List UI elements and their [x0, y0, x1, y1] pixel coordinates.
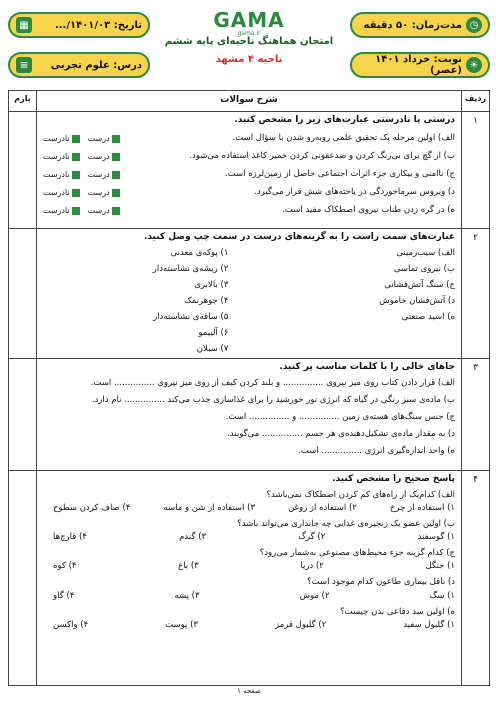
duration-text: مدت‌زمان: ۵۰ دقیقه — [363, 19, 462, 31]
mcq-option[interactable]: ۳) پشه — [174, 590, 200, 601]
mcq-options — [43, 619, 455, 635]
question-row-3 — [9, 359, 489, 471]
fill-blank-item: الف) قرار دادن کتاب روی میز نیروی ............... و بلند کردن کیف از روی میز نیروی ............... است. — [90, 377, 455, 388]
match-right-item: الف) سیب‌زمینی — [396, 247, 455, 258]
header-num: ردیف — [461, 91, 489, 111]
mcq-question: د) ناقل بیماری طاعون کدام موجود است؟ — [307, 577, 455, 588]
question-num: ۴ — [461, 471, 489, 685]
false-label: نادرست — [43, 205, 70, 215]
true-label: درست — [87, 187, 110, 197]
fill-blank-item: ه) واحد اندازه‌گیری انرژی ............... است. — [298, 445, 455, 456]
mcq-options — [43, 531, 455, 547]
match-left-item: ۴) جوهرنمک — [184, 295, 229, 306]
question-num: ۳ — [461, 359, 489, 470]
false-option[interactable] — [43, 133, 80, 145]
match-left-item: ۵) ساقه‌ی نشاسته‌دار — [153, 311, 229, 322]
mcq-option[interactable]: ۴) گاو — [53, 590, 75, 601]
subject-text: درس: علوم تجربی — [50, 59, 142, 71]
mcq-option[interactable]: ۳) گندم — [179, 532, 207, 543]
question-body — [37, 471, 461, 685]
fill-blank-item: د) به مقدار ماده‌ی تشکیل‌دهنده‌ی هر جسم ............... می‌گویند. — [227, 428, 455, 439]
date-text: تاریخ: ۱۴۰۱/۰۳/... — [54, 19, 142, 31]
checkbox-icon[interactable] — [72, 171, 80, 179]
mcq-option[interactable]: ۴) واکسن — [53, 619, 89, 630]
true-option[interactable] — [88, 169, 120, 181]
gama-logo — [184, 8, 314, 37]
table-header — [9, 91, 489, 112]
clock-icon: ◷ — [466, 17, 482, 33]
statement-text: ج) ناامنی و بیکاری جزء اثرات اجتماعی حاصل از زمین‌لرزه است. — [224, 169, 455, 180]
match-left-item: ۲) ریشه‌ی نشاسته‌دار — [152, 263, 229, 274]
mcq-option[interactable]: ۴) قارچ‌ها — [53, 532, 87, 543]
question-row-2 — [9, 229, 489, 359]
mcq-option[interactable]: ۲) گلبول قرمز — [274, 619, 327, 630]
region-title: ناحیه ۴ مشهد — [215, 54, 283, 65]
mcq-question: ب) اولین عضو یک زنجیره‌ی غذایی چه جانداری می‌تواند باشد؟ — [237, 519, 455, 530]
match-right-item: ج) سنگ آتش‌فشانی — [384, 279, 455, 290]
calendar-icon: ▦ — [16, 17, 32, 33]
score-cell — [9, 471, 37, 685]
true-option[interactable] — [88, 205, 120, 217]
mcq-option[interactable]: ۲) دریا — [300, 561, 324, 572]
true-false-options — [43, 205, 120, 217]
match-right-item: ه) اسید صنعتی — [401, 311, 455, 322]
mcq-option[interactable]: ۴) کوه — [53, 561, 77, 572]
statement-line — [43, 148, 455, 166]
mcq-option[interactable]: ۱) جنگل — [425, 561, 455, 572]
score-cell — [9, 359, 37, 470]
logo-subtext: gama.ir — [237, 30, 261, 37]
match-left-item: ۳) بالابری — [194, 279, 229, 290]
checkbox-icon[interactable] — [72, 153, 80, 161]
question-title: عبارت‌های سمت راست را به گزینه‌های درست در سمت چپ وصل کنید. — [143, 231, 455, 242]
true-option[interactable] — [88, 151, 120, 163]
exam-header — [8, 6, 490, 84]
true-option[interactable] — [88, 133, 120, 145]
statement-line — [43, 166, 455, 184]
books-icon: ≡ — [16, 57, 32, 73]
exam-page — [8, 6, 490, 696]
question-title: جاهای خالی را با کلمات مناسب پر کنید. — [279, 361, 455, 372]
question-num: ۱ — [461, 112, 489, 228]
mcq-option[interactable]: ۱) گوسفند — [417, 532, 455, 543]
shift-pill — [350, 52, 490, 78]
checkbox-icon[interactable] — [72, 207, 80, 215]
true-false-options — [43, 169, 120, 181]
mcq-option[interactable]: ۱) سگ — [429, 590, 455, 601]
statement-text: ب) از گچ برای بی‌رنگ کردن و ضدعفونی کردن خمیر کاغذ استفاده می‌شود. — [189, 151, 455, 162]
fill-blank-item: ج) جنس سنگ‌های هسته‌ی زمین ............... و ............... است. — [225, 411, 455, 422]
false-label: نادرست — [43, 169, 70, 179]
statement-text: الف) اولین مرحله یک تحقیق علمی روبه‌رو شدن با سؤال است. — [232, 133, 455, 144]
date-pill — [8, 12, 150, 38]
mcq-options — [43, 502, 455, 518]
true-label: درست — [87, 205, 110, 215]
score-cell — [9, 229, 37, 358]
question-row-4 — [9, 471, 489, 685]
checkbox-icon[interactable] — [112, 153, 120, 161]
true-label: درست — [87, 133, 110, 143]
checkbox-icon[interactable] — [112, 135, 120, 143]
mcq-option[interactable]: ۴) صاف کردن سطوح — [53, 503, 131, 514]
true-label: درست — [87, 151, 110, 161]
logo-text: GAMA — [213, 8, 285, 32]
mcq-question: ه) اولین سد دفاعی بدن چیست؟ — [340, 606, 455, 617]
mcq-option[interactable]: ۱) استفاده از چرخ — [389, 503, 455, 514]
question-num: ۲ — [461, 229, 489, 358]
true-option[interactable] — [88, 187, 120, 199]
mcq-option[interactable]: ۱) گلبول سفید — [403, 619, 455, 630]
header-body: شرح سوالات — [220, 95, 278, 105]
checkbox-icon[interactable] — [72, 189, 80, 197]
false-label: نادرست — [43, 133, 70, 143]
statement-line — [43, 130, 455, 148]
question-body — [37, 229, 461, 358]
checkbox-icon[interactable] — [112, 189, 120, 197]
question-body — [37, 112, 461, 228]
statement-line — [43, 202, 455, 220]
true-false-options — [43, 151, 120, 163]
shift-text: نوبت: خرداد ۱۴۰۱ (عصر) — [375, 54, 462, 76]
duration-pill — [350, 12, 490, 38]
checkbox-icon[interactable] — [112, 207, 120, 215]
true-false-options — [43, 187, 120, 199]
false-option[interactable] — [43, 151, 80, 163]
mcq-question: ج) کدام گزینه جزء محیط‌های مصنوعی به‌شمار می‌رود؟ — [259, 548, 455, 559]
match-left-item: ۱) پوکه‌ی معدنی — [170, 247, 229, 258]
question-title: پاسخ صحیح را مشخص کنید. — [332, 473, 455, 484]
page-footer: صفحه ۱ — [237, 687, 261, 695]
checkbox-icon[interactable] — [72, 135, 80, 143]
false-option[interactable] — [43, 169, 80, 181]
mcq-option[interactable]: ۲) موش — [299, 590, 330, 601]
match-right-item: د) آتش‌فشان خاموش — [379, 295, 455, 306]
match-right-item: ب) نیروی تماسی — [393, 263, 455, 274]
match-left-item: ۶) آلبیمو — [198, 327, 229, 338]
false-label: نادرست — [43, 151, 70, 161]
mcq-option[interactable]: ۲) گرگ — [298, 532, 326, 543]
false-label: نادرست — [43, 187, 70, 197]
mcq-option[interactable]: ۳) استفاده از شن و ماسه — [163, 503, 256, 514]
checkbox-icon[interactable] — [112, 171, 120, 179]
mcq-options — [43, 590, 455, 606]
match-left-item: ۷) سبلان — [196, 343, 229, 354]
false-option[interactable] — [43, 187, 80, 199]
mcq-option[interactable]: ۳) باغ — [178, 561, 199, 572]
mcq-question: الف) کدام‌یک از راه‌های کم کردن اصطکاک نمی‌باشد؟ — [266, 489, 455, 500]
mcq-option[interactable]: ۲) استفاده از روغن — [288, 503, 357, 514]
true-label: درست — [87, 169, 110, 179]
mcq-option[interactable]: ۳) پوست — [165, 619, 198, 630]
sun-icon: ☀ — [466, 57, 482, 73]
score-cell — [9, 112, 37, 228]
fill-blank-item: ب) ماده‌ی سبز رنگی در گیاه که انرژی نور خورشید را برای غذاسازی جذب می‌کند ............... نام دارد. — [91, 394, 455, 405]
exam-title: امتحان هماهنگ ناحیه‌ای پایه ششم — [164, 36, 334, 47]
statement-line — [43, 184, 455, 202]
subject-pill — [8, 52, 150, 78]
statement-text: د) ویروس سرماخوردگی در یاخته‌های شش قرار می‌گیرد. — [254, 187, 455, 198]
false-option[interactable] — [43, 205, 80, 217]
question-title: درستی یا نادرستی عبارت‌های زیر را مشخص کنید. — [234, 114, 455, 125]
question-row-1 — [9, 112, 489, 229]
questions-table — [8, 90, 490, 686]
mcq-options — [43, 560, 455, 576]
statement-text: ه) در گره زدن طناب نیروی اصطکاک مفید است. — [282, 205, 455, 216]
question-body — [37, 359, 461, 470]
true-false-options — [43, 133, 120, 145]
header-score: بارم — [9, 91, 37, 111]
